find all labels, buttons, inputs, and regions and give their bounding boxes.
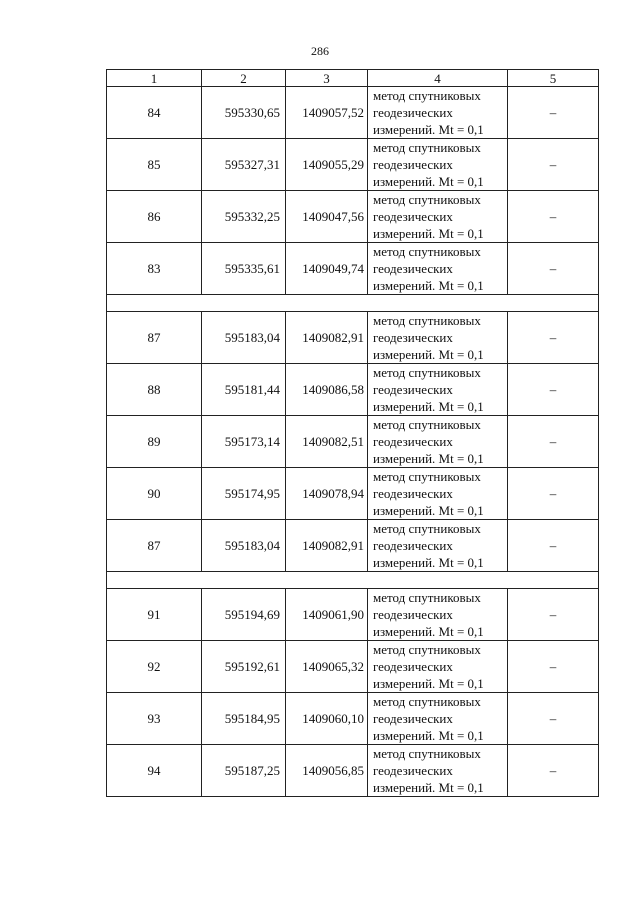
table-row (107, 589, 599, 641)
note-cell: – (508, 641, 599, 693)
method-text-line: геодезических (373, 607, 453, 622)
table-row (107, 641, 599, 693)
method-cell (368, 589, 508, 641)
method-text-line: метод спутниковых (373, 365, 481, 380)
method-text-line: геодезических (373, 382, 453, 397)
coordinate-y-cell: 1409056,85 (286, 745, 368, 797)
coordinate-y-cell: 1409047,56 (286, 191, 368, 243)
point-number-cell: 86 (107, 191, 202, 243)
coordinate-y-cell: 1409065,32 (286, 641, 368, 693)
point-number-cell: 90 (107, 468, 202, 520)
method-text-line: метод спутниковых (373, 88, 481, 103)
method-text-line: метод спутниковых (373, 244, 481, 259)
coordinate-x-cell: 595183,04 (202, 312, 286, 364)
table-row (107, 243, 599, 295)
method-text-line: измерений. Mt = 0,1 (373, 624, 484, 639)
table-row (107, 745, 599, 797)
column-header-1: 1 (107, 70, 202, 87)
point-number-cell: 89 (107, 416, 202, 468)
point-number-cell: 87 (107, 520, 202, 572)
method-text-line: геодезических (373, 659, 453, 674)
note-cell: – (508, 191, 599, 243)
table-row (107, 468, 599, 520)
coordinate-y-cell: 1409078,94 (286, 468, 368, 520)
method-text-line: геодезических (373, 105, 453, 120)
table-row (107, 520, 599, 572)
method-cell (368, 243, 508, 295)
coordinate-x-cell: 595173,14 (202, 416, 286, 468)
coordinate-y-cell: 1409082,51 (286, 416, 368, 468)
point-number-cell: 83 (107, 243, 202, 295)
note-cell: – (508, 468, 599, 520)
method-text-line: метод спутниковых (373, 746, 481, 761)
table-row (107, 364, 599, 416)
method-text-line: измерений. Mt = 0,1 (373, 399, 484, 414)
method-text-line: измерений. Mt = 0,1 (373, 676, 484, 691)
point-number-cell: 84 (107, 87, 202, 139)
group-separator-cell (107, 572, 599, 589)
note-cell: – (508, 87, 599, 139)
point-number-cell: 94 (107, 745, 202, 797)
coordinate-x-cell: 595194,69 (202, 589, 286, 641)
coordinate-x-cell: 595187,25 (202, 745, 286, 797)
note-cell: – (508, 364, 599, 416)
coordinate-y-cell: 1409086,58 (286, 364, 368, 416)
table-row (107, 693, 599, 745)
method-text-line: геодезических (373, 538, 453, 553)
coordinate-x-cell: 595184,95 (202, 693, 286, 745)
coordinate-y-cell: 1409060,10 (286, 693, 368, 745)
table-row (107, 191, 599, 243)
method-cell (368, 520, 508, 572)
coordinate-x-cell: 595332,25 (202, 191, 286, 243)
method-text-line: измерений. Mt = 0,1 (373, 728, 484, 743)
table-row (107, 416, 599, 468)
method-cell (368, 416, 508, 468)
method-cell (368, 745, 508, 797)
method-cell (368, 693, 508, 745)
table-row (107, 139, 599, 191)
column-header-4: 4 (368, 70, 508, 87)
note-cell: – (508, 139, 599, 191)
table-row (107, 312, 599, 364)
method-cell (368, 312, 508, 364)
note-cell: – (508, 693, 599, 745)
group-separator-row (107, 572, 599, 589)
method-text-line: метод спутниковых (373, 469, 481, 484)
method-text-line: геодезических (373, 763, 453, 778)
table-row (107, 87, 599, 139)
point-number-cell: 88 (107, 364, 202, 416)
method-text-line: геодезических (373, 261, 453, 276)
coordinate-x-cell: 595174,95 (202, 468, 286, 520)
method-text-line: измерений. Mt = 0,1 (373, 503, 484, 518)
coordinate-y-cell: 1409055,29 (286, 139, 368, 191)
method-text-line: метод спутниковых (373, 694, 481, 709)
table-header-row (107, 70, 599, 87)
note-cell: – (508, 416, 599, 468)
method-text-line: геодезических (373, 486, 453, 501)
coordinate-y-cell: 1409049,74 (286, 243, 368, 295)
group-separator-cell (107, 295, 599, 312)
method-text-line: измерений. Mt = 0,1 (373, 278, 484, 293)
method-text-line: геодезических (373, 330, 453, 345)
point-number-cell: 93 (107, 693, 202, 745)
page-number: 286 (311, 44, 329, 58)
method-text-line: измерений. Mt = 0,1 (373, 347, 484, 362)
coordinate-y-cell: 1409082,91 (286, 312, 368, 364)
point-number-cell: 91 (107, 589, 202, 641)
coordinate-x-cell: 595192,61 (202, 641, 286, 693)
method-text-line: измерений. Mt = 0,1 (373, 122, 484, 137)
table-body (107, 87, 599, 797)
method-text-line: метод спутниковых (373, 642, 481, 657)
coordinate-x-cell: 595327,31 (202, 139, 286, 191)
coordinate-x-cell: 595181,44 (202, 364, 286, 416)
method-text-line: измерений. Mt = 0,1 (373, 226, 484, 241)
method-text-line: метод спутниковых (373, 140, 481, 155)
coordinate-x-cell: 595330,65 (202, 87, 286, 139)
coordinate-y-cell: 1409082,91 (286, 520, 368, 572)
method-cell (368, 139, 508, 191)
method-text-line: измерений. Mt = 0,1 (373, 780, 484, 795)
method-cell (368, 641, 508, 693)
method-text-line: метод спутниковых (373, 521, 481, 536)
method-cell (368, 87, 508, 139)
method-text-line: измерений. Mt = 0,1 (373, 451, 484, 466)
note-cell: – (508, 312, 599, 364)
note-cell: – (508, 745, 599, 797)
note-cell: – (508, 520, 599, 572)
method-text-line: геодезических (373, 434, 453, 449)
method-text-line: геодезических (373, 209, 453, 224)
point-number-cell: 92 (107, 641, 202, 693)
note-cell: – (508, 243, 599, 295)
coordinate-y-cell: 1409057,52 (286, 87, 368, 139)
group-separator-row (107, 295, 599, 312)
method-cell (368, 191, 508, 243)
column-header-5: 5 (508, 70, 599, 87)
method-text-line: метод спутниковых (373, 417, 481, 432)
point-number-cell: 87 (107, 312, 202, 364)
note-cell: – (508, 589, 599, 641)
method-text-line: измерений. Mt = 0,1 (373, 555, 484, 570)
method-cell (368, 364, 508, 416)
method-text-line: метод спутниковых (373, 313, 481, 328)
coordinate-x-cell: 595335,61 (202, 243, 286, 295)
coordinates-table (106, 69, 599, 797)
coordinate-x-cell: 595183,04 (202, 520, 286, 572)
method-text-line: метод спутниковых (373, 192, 481, 207)
method-text-line: геодезических (373, 711, 453, 726)
method-text-line: измерений. Mt = 0,1 (373, 174, 484, 189)
method-text-line: геодезических (373, 157, 453, 172)
method-cell (368, 468, 508, 520)
point-number-cell: 85 (107, 139, 202, 191)
coordinate-y-cell: 1409061,90 (286, 589, 368, 641)
column-header-2: 2 (202, 70, 286, 87)
method-text-line: метод спутниковых (373, 590, 481, 605)
column-header-3: 3 (286, 70, 368, 87)
